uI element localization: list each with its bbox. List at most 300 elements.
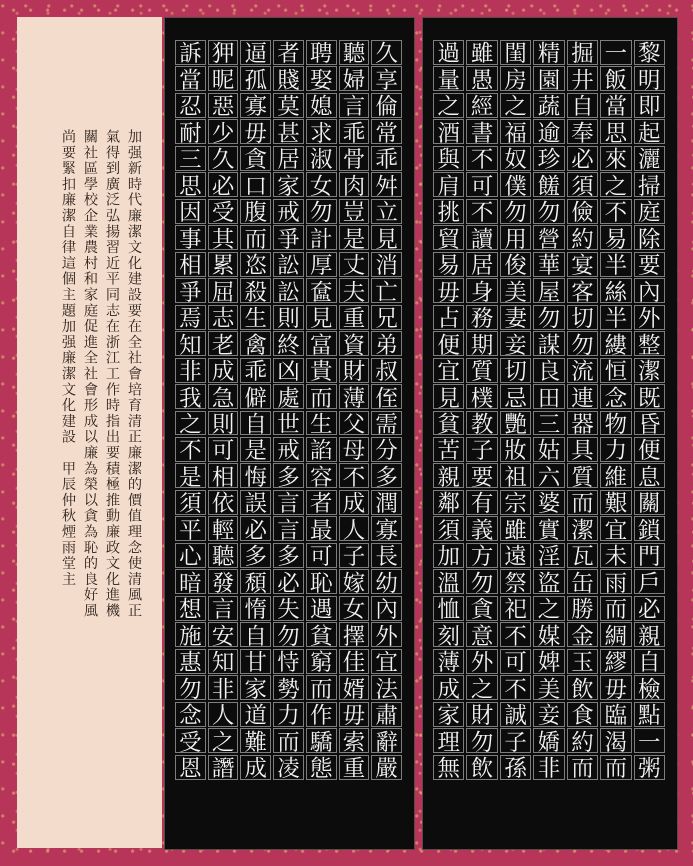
character-cell: 切	[567, 305, 598, 330]
character-cell: 婿	[339, 675, 370, 700]
character-cell: 非	[175, 358, 206, 383]
character-cell: 可	[306, 543, 337, 568]
character-cell: 厚	[306, 252, 337, 277]
character-cell: 自	[240, 622, 271, 647]
character-cell: 園	[533, 66, 564, 91]
character-cell: 勿	[466, 569, 497, 594]
character-cell: 宗	[500, 490, 531, 515]
character-cell: 器	[567, 411, 598, 436]
character-cell: 盜	[533, 569, 564, 594]
character-cell: 惰	[240, 596, 271, 621]
character-cell: 即	[634, 93, 665, 118]
character-cell: 明	[634, 66, 665, 91]
character-cell: 逾	[533, 119, 564, 144]
character-cell: 美	[533, 675, 564, 700]
character-cell: 瓦	[567, 543, 598, 568]
character-cell: 兄	[371, 305, 402, 330]
character-cell: 當	[175, 66, 206, 91]
character-cell: 心	[175, 543, 206, 568]
character-cell: 便	[433, 331, 464, 356]
character-cell: 乖	[240, 358, 271, 383]
inscription-text	[57, 129, 145, 789]
character-cell: 起	[634, 119, 665, 144]
character-cell: 立	[371, 199, 402, 224]
character-cell: 殺	[240, 278, 271, 303]
character-cell: 必	[273, 569, 304, 594]
character-cell: 房	[500, 66, 531, 91]
character-cell: 鄰	[433, 490, 464, 515]
character-cell: 灑	[634, 146, 665, 171]
character-cell: 連	[567, 384, 598, 409]
character-cell: 屋	[533, 278, 564, 303]
character-cell: 宜	[600, 516, 631, 541]
character-cell: 之	[175, 411, 206, 436]
character-cell: 身	[466, 278, 497, 303]
character-cell: 內	[634, 278, 665, 303]
character-cell: 態	[306, 755, 337, 780]
character-cell: 自	[240, 411, 271, 436]
inscription-line: 加强新時代廉潔文化建設要在全社會培育清正廉潔的價值理念使清風正	[126, 129, 142, 619]
character-cell: 外	[634, 305, 665, 330]
character-cell: 作	[306, 702, 337, 727]
character-cell: 爭	[273, 225, 304, 250]
character-cell: 勝	[567, 596, 598, 621]
character-cell: 言	[339, 93, 370, 118]
character-cell: 點	[634, 702, 665, 727]
character-cell: 流	[567, 358, 598, 383]
character-cell: 諂	[306, 437, 337, 462]
character-cell: 力	[273, 702, 304, 727]
character-cell: 辭	[371, 728, 402, 753]
character-cell: 毋	[433, 278, 464, 303]
character-cell: 愚	[466, 66, 497, 91]
character-cell: 想	[175, 596, 206, 621]
character-cell: 富	[306, 331, 337, 356]
character-cell: 多	[371, 463, 402, 488]
character-cell: 聘	[306, 40, 337, 65]
character-cell: 內	[371, 596, 402, 621]
character-cell: 居	[466, 252, 497, 277]
character-cell: 貪	[240, 146, 271, 171]
character-cell: 肉	[339, 172, 370, 197]
character-cell: 有	[466, 490, 497, 515]
character-cell: 珍	[533, 146, 564, 171]
character-cell: 遠	[500, 543, 531, 568]
inscription-line: 尚要緊扣廉潔自律這個主題加强廉潔文化建設 甲辰仲秋煙雨堂主	[60, 129, 76, 588]
character-cell: 關	[634, 490, 665, 515]
character-cell: 平	[175, 516, 206, 541]
character-cell: 祭	[500, 569, 531, 594]
character-cell: 勿	[306, 199, 337, 224]
character-cell: 俊	[500, 252, 531, 277]
character-cell: 良	[533, 358, 564, 383]
character-cell: 凌	[273, 755, 304, 780]
character-cell: 腹	[240, 199, 271, 224]
character-cell: 寡	[371, 516, 402, 541]
character-cell: 我	[175, 384, 206, 409]
character-cell: 而	[240, 225, 271, 250]
character-cell: 掃	[634, 172, 665, 197]
character-cell: 昵	[208, 66, 239, 91]
character-cell: 一	[600, 40, 631, 65]
character-cell: 飯	[600, 66, 631, 91]
character-cell: 莫	[273, 93, 304, 118]
character-cell: 多	[240, 543, 271, 568]
character-cell: 經	[466, 93, 497, 118]
character-cell: 孫	[500, 755, 531, 780]
character-cell: 既	[634, 384, 665, 409]
character-cell: 子	[466, 437, 497, 462]
character-cell: 臨	[600, 702, 631, 727]
character-cell: 享	[371, 66, 402, 91]
character-cell: 勿	[175, 675, 206, 700]
character-cell: 嚴	[371, 755, 402, 780]
character-cell: 相	[208, 463, 239, 488]
character-cell: 施	[175, 622, 206, 647]
character-cell: 必	[634, 596, 665, 621]
character-cell: 容	[306, 463, 337, 488]
character-cell: 失	[273, 596, 304, 621]
character-cell: 蔬	[533, 93, 564, 118]
character-cell: 知	[175, 331, 206, 356]
character-cell: 丈	[339, 252, 370, 277]
character-cell: 力	[600, 437, 631, 462]
character-cell: 之	[466, 675, 497, 700]
character-cell: 言	[273, 516, 304, 541]
character-cell: 人	[339, 516, 370, 541]
character-cell: 之	[600, 172, 631, 197]
character-cell: 溫	[433, 569, 464, 594]
character-cell: 華	[533, 252, 564, 277]
character-cell: 乖	[371, 146, 402, 171]
character-cell: 擇	[339, 622, 370, 647]
character-cell: 寡	[240, 93, 271, 118]
character-cell: 是	[175, 463, 206, 488]
character-cell: 僕	[500, 172, 531, 197]
character-cell: 肅	[371, 702, 402, 727]
character-cell: 用	[500, 225, 531, 250]
character-cell: 耐	[175, 119, 206, 144]
character-cell: 意	[466, 622, 497, 647]
character-cell: 處	[273, 384, 304, 409]
character-cell: 之	[533, 596, 564, 621]
character-cell: 量	[433, 66, 464, 91]
character-cell: 鎖	[634, 516, 665, 541]
character-cell: 僻	[240, 384, 271, 409]
character-cell: 勿	[533, 199, 564, 224]
character-cell: 勢	[273, 675, 304, 700]
character-cell: 潔	[634, 358, 665, 383]
character-cell: 依	[208, 490, 239, 515]
character-cell: 骨	[339, 146, 370, 171]
character-cell: 可	[500, 649, 531, 674]
character-cell: 婆	[533, 490, 564, 515]
character-cell: 孤	[240, 66, 271, 91]
character-cell: 爭	[175, 278, 206, 303]
character-cell: 女	[339, 596, 370, 621]
character-cell: 艷	[500, 411, 531, 436]
character-cell: 妻	[500, 305, 531, 330]
character-cell: 妝	[500, 437, 531, 462]
character-cell: 門	[634, 543, 665, 568]
character-cell: 狎	[208, 40, 239, 65]
character-cell: 當	[600, 93, 631, 118]
character-cell: 繆	[600, 649, 631, 674]
character-cell: 資	[339, 331, 370, 356]
character-cell: 恃	[273, 649, 304, 674]
character-cell: 嫁	[339, 569, 370, 594]
character-cell: 方	[466, 543, 497, 568]
character-cell: 消	[371, 252, 402, 277]
character-cell: 謀	[533, 331, 564, 356]
character-cell: 祀	[500, 596, 531, 621]
character-cell: 暗	[175, 569, 206, 594]
character-cell: 奉	[567, 119, 598, 144]
character-cell: 勿	[567, 331, 598, 356]
character-cell: 便	[634, 437, 665, 462]
character-cell: 要	[466, 463, 497, 488]
character-cell: 誤	[240, 490, 271, 515]
character-cell: 訴	[175, 40, 206, 65]
character-cell: 恒	[600, 358, 631, 383]
character-cell: 縷	[600, 331, 631, 356]
character-cell: 發	[208, 569, 239, 594]
character-cell: 受	[208, 199, 239, 224]
character-cell: 貿	[433, 225, 464, 250]
character-cell: 頹	[240, 569, 271, 594]
character-cell: 家	[433, 702, 464, 727]
character-cell: 賤	[273, 66, 304, 91]
character-cell: 言	[273, 490, 304, 515]
character-cell: 子	[500, 728, 531, 753]
character-cell: 易	[600, 225, 631, 250]
character-cell: 財	[339, 358, 370, 383]
character-cell: 非	[533, 755, 564, 780]
character-cell: 則	[208, 411, 239, 436]
character-cell: 久	[208, 146, 239, 171]
character-cell: 半	[600, 305, 631, 330]
character-cell: 之	[208, 728, 239, 753]
character-cell: 老	[208, 331, 239, 356]
character-cell: 一	[634, 728, 665, 753]
character-cell: 受	[175, 728, 206, 753]
character-cell: 需	[371, 411, 402, 436]
character-cell: 惡	[208, 93, 239, 118]
character-cell: 肩	[433, 172, 464, 197]
character-cell: 雨	[600, 569, 631, 594]
character-cell: 娶	[306, 66, 337, 91]
character-cell: 見	[371, 225, 402, 250]
character-cell: 母	[339, 437, 370, 462]
character-cell: 父	[339, 411, 370, 436]
character-cell: 索	[339, 728, 370, 753]
character-cell: 期	[466, 331, 497, 356]
character-cell: 綢	[600, 622, 631, 647]
character-cell: 思	[175, 172, 206, 197]
character-cell: 外	[466, 649, 497, 674]
character-cell: 加	[433, 543, 464, 568]
character-cell: 成	[339, 490, 370, 515]
character-cell: 不	[500, 675, 531, 700]
character-cell: 勿	[500, 199, 531, 224]
character-cell: 戶	[634, 569, 665, 594]
character-cell: 是	[240, 437, 271, 462]
inscription-line: 氣得到廣泛弘揚習近平同志在浙江工作時指出要積極推動廉政文化進機	[104, 129, 120, 619]
character-cell: 須	[175, 490, 206, 515]
character-cell: 子	[339, 543, 370, 568]
character-cell: 與	[433, 146, 464, 171]
character-cell: 不	[500, 622, 531, 647]
character-cell: 叔	[371, 358, 402, 383]
character-cell: 成	[208, 358, 239, 383]
character-cell: 而	[567, 490, 598, 515]
character-cell: 讀	[466, 225, 497, 250]
character-cell: 貪	[466, 596, 497, 621]
character-cell: 務	[466, 305, 497, 330]
inscription-line: 關社區學校企業農村和家庭促進全社會形成以廉為榮以貪為恥的良好風	[82, 129, 98, 619]
character-cell: 勿	[533, 305, 564, 330]
character-cell: 薄	[339, 384, 370, 409]
character-cell: 之	[500, 93, 531, 118]
character-cell: 豈	[339, 199, 370, 224]
character-cell: 美	[500, 278, 531, 303]
character-cell: 艱	[600, 490, 631, 515]
character-cell: 精	[533, 40, 564, 65]
character-cell: 質	[567, 463, 598, 488]
character-cell: 而	[567, 755, 598, 780]
character-cell: 妾	[500, 331, 531, 356]
character-cell: 幼	[371, 569, 402, 594]
character-cell: 田	[533, 384, 564, 409]
character-cell: 口	[240, 172, 271, 197]
character-cell: 必	[567, 146, 598, 171]
character-cell: 求	[306, 119, 337, 144]
character-cell: 絲	[600, 278, 631, 303]
character-cell: 義	[466, 516, 497, 541]
character-cell: 貴	[306, 358, 337, 383]
character-cell: 宴	[567, 252, 598, 277]
character-cell: 訟	[273, 252, 304, 277]
character-cell: 酒	[433, 119, 464, 144]
character-cell: 飲	[567, 675, 598, 700]
character-cell: 六	[533, 463, 564, 488]
character-cell: 逼	[240, 40, 271, 65]
character-grid-middle	[175, 40, 404, 834]
character-cell: 須	[567, 172, 598, 197]
character-cell: 掘	[567, 40, 598, 65]
character-cell: 家	[273, 172, 304, 197]
character-cell: 具	[567, 437, 598, 462]
character-cell: 法	[371, 675, 402, 700]
character-cell: 淑	[306, 146, 337, 171]
character-cell: 金	[567, 622, 598, 647]
character-cell: 而	[306, 675, 337, 700]
character-cell: 之	[433, 93, 464, 118]
character-cell: 道	[240, 702, 271, 727]
character-cell: 聽	[208, 543, 239, 568]
character-cell: 訟	[273, 278, 304, 303]
character-cell: 驕	[306, 728, 337, 753]
calligraphy-sheet-middle	[164, 17, 415, 850]
character-cell: 物	[600, 411, 631, 436]
character-cell: 占	[433, 305, 464, 330]
character-cell: 屈	[208, 278, 239, 303]
character-cell: 財	[466, 702, 497, 727]
character-cell: 生	[240, 305, 271, 330]
character-cell: 饈	[533, 172, 564, 197]
character-cell: 客	[567, 278, 598, 303]
character-cell: 妾	[533, 702, 564, 727]
character-cell: 甚	[273, 119, 304, 144]
character-cell: 祖	[500, 463, 531, 488]
character-cell: 凶	[273, 358, 304, 383]
character-cell: 檢	[634, 675, 665, 700]
character-cell: 飲	[466, 755, 497, 780]
character-cell: 佳	[339, 649, 370, 674]
character-cell: 雖	[466, 40, 497, 65]
character-cell: 長	[371, 543, 402, 568]
character-cell: 潔	[567, 516, 598, 541]
character-cell: 見	[433, 384, 464, 409]
character-cell: 可	[208, 437, 239, 462]
character-cell: 侄	[371, 384, 402, 409]
character-cell: 因	[175, 199, 206, 224]
character-cell: 嬌	[533, 728, 564, 753]
character-cell: 必	[208, 172, 239, 197]
character-cell: 甘	[240, 649, 271, 674]
character-cell: 念	[175, 702, 206, 727]
character-cell: 成	[433, 675, 464, 700]
character-cell: 自	[567, 93, 598, 118]
character-cell: 見	[306, 305, 337, 330]
character-cell: 恣	[240, 252, 271, 277]
character-cell: 輕	[208, 516, 239, 541]
character-cell: 重	[339, 305, 370, 330]
character-cell: 書	[466, 119, 497, 144]
character-cell: 禽	[240, 331, 271, 356]
character-cell: 成	[240, 755, 271, 780]
character-cell: 窮	[306, 649, 337, 674]
character-cell: 勿	[273, 622, 304, 647]
character-cell: 世	[273, 411, 304, 436]
character-cell: 約	[567, 225, 598, 250]
character-cell: 其	[208, 225, 239, 250]
character-cell: 惠	[175, 649, 206, 674]
character-cell: 不	[466, 199, 497, 224]
character-cell: 知	[208, 649, 239, 674]
character-cell: 譖	[208, 755, 239, 780]
character-cell: 黎	[634, 40, 665, 65]
character-cell: 切	[500, 358, 531, 383]
character-cell: 恤	[433, 596, 464, 621]
character-cell: 焉	[175, 305, 206, 330]
character-cell: 要	[634, 252, 665, 277]
character-cell: 是	[339, 225, 370, 250]
character-cell: 倫	[371, 93, 402, 118]
character-cell: 儉	[567, 199, 598, 224]
character-cell: 刻	[433, 622, 464, 647]
character-cell: 人	[208, 702, 239, 727]
character-cell: 福	[500, 119, 531, 144]
character-cell: 安	[208, 622, 239, 647]
character-cell: 婦	[339, 66, 370, 91]
character-cell: 而	[306, 384, 337, 409]
character-cell: 重	[339, 755, 370, 780]
character-cell: 無	[433, 755, 464, 780]
character-cell: 親	[433, 463, 464, 488]
character-cell: 不	[175, 437, 206, 462]
character-cell: 教	[466, 411, 497, 436]
